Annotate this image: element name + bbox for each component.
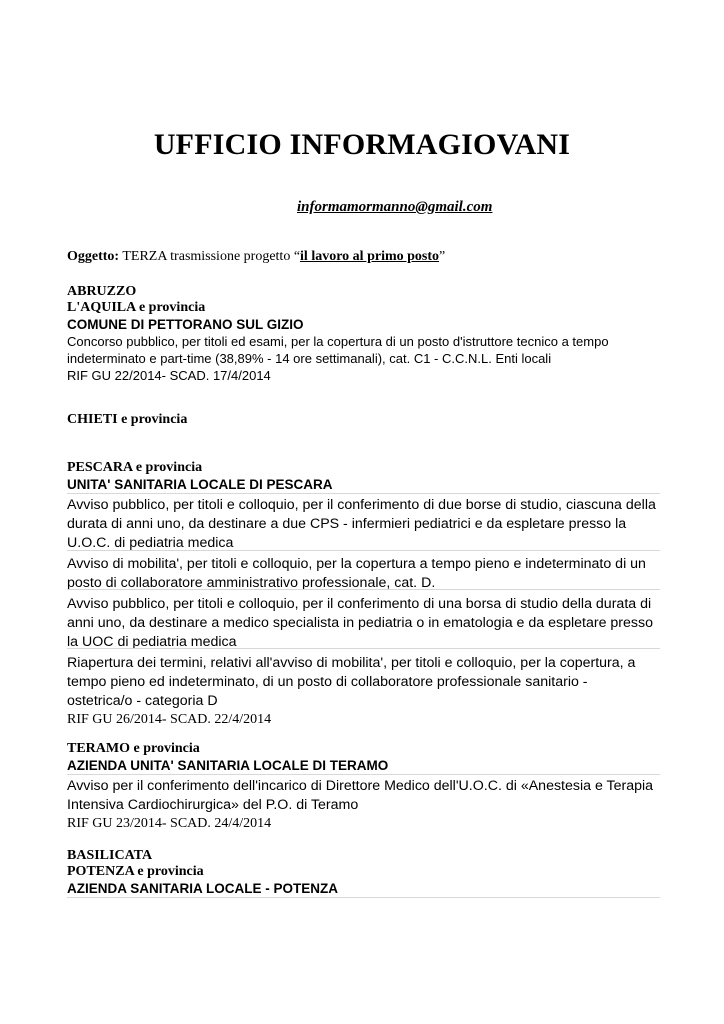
- subject-text-after: ”: [439, 249, 446, 264]
- section-pescara: [67, 460, 667, 493]
- rif-line: RIF GU 22/2014- SCAD. 17/4/2014: [67, 368, 271, 383]
- subject-line: [67, 249, 445, 265]
- region-heading: ABRUZZO: [67, 284, 137, 299]
- ad-line: Concorso pubblico, per titoli ed esami, per la copertura di un posto d'istruttore tecnico a tempo: [67, 334, 609, 349]
- ad-item: [67, 553, 667, 593]
- section-teramo: [67, 741, 667, 774]
- ad-line: indeterminato e part-time (38,89% - 14 ore settimanali), cat. C1 - C.C.N.L. Enti locali: [67, 351, 552, 366]
- ad-line: Avviso pubblico, per titoli e colloquio, per il conferimento di una borsa di studio della durata di: [67, 596, 652, 612]
- ad-line: U.O.C. di pediatria medica: [67, 535, 234, 551]
- project-name: il lavoro al primo posto: [300, 249, 440, 264]
- ad-line: durata di anni uno, da destinare a due CPS - infermieri pediatrici e da espletare presso la: [67, 516, 627, 532]
- ad-line: Avviso per il conferimento dell'incarico di Direttore Medico dell'U.O.C. di «Anestesia e Terapia: [67, 778, 654, 794]
- ad-line: Avviso pubblico, per titoli e colloquio, per il conferimento di due borse di studio, ciascuna della: [67, 497, 656, 513]
- entity-heading: AZIENDA SANITARIA LOCALE - POTENZA: [67, 881, 338, 896]
- ad-line: tempo pieno ed indeterminato, di un posto di collaboratore professionale sanitario -: [67, 674, 588, 690]
- divider: [67, 589, 660, 590]
- province-heading: POTENZA e provincia: [67, 864, 204, 879]
- ad-line: Avviso di mobilita', per titoli e colloquio, per la copertura a tempo pieno e indeterminato di un: [67, 556, 646, 572]
- ad-line: ostetrica/o - categoria D: [67, 693, 218, 709]
- page-title: UFFICIO INFORMAGIOVANI: [153, 128, 571, 161]
- ad-item: [67, 593, 667, 652]
- ad-line: Riapertura dei termini, relativi all'avviso di mobilita', per titoli e colloquio, per la copertura, a: [67, 655, 636, 671]
- section-potenza: [67, 848, 667, 897]
- ad-line: anni uno, da destinare a medico specialista in pediatria o in ematologia e da espletare presso: [67, 615, 653, 631]
- subject-text-before: TERZA trasmissione progetto “: [119, 249, 301, 264]
- province-heading: PESCARA e provincia: [67, 460, 203, 475]
- ad-line: la UOC di pediatria medica: [67, 634, 237, 650]
- province-heading: L'AQUILA e provincia: [67, 300, 206, 315]
- region-heading: BASILICATA: [67, 848, 153, 863]
- ad-item: [67, 494, 667, 553]
- ad-item: [67, 652, 667, 711]
- divider: [67, 648, 660, 649]
- divider: [67, 550, 660, 551]
- subject-label: Oggetto:: [67, 249, 120, 264]
- rif-line: RIF GU 23/2014- SCAD. 24/4/2014: [67, 816, 272, 831]
- divider: [67, 897, 660, 898]
- province-heading: CHIETI e provincia: [67, 412, 188, 427]
- entity-heading: COMUNE DI PETTORANO SUL GIZIO: [67, 317, 304, 332]
- province-heading: TERAMO e provincia: [67, 741, 200, 756]
- entity-heading: UNITA' SANITARIA LOCALE DI PESCARA: [67, 477, 333, 492]
- ad-line: Intensiva Cardiochirurgica» del P.O. di Teramo: [67, 797, 359, 813]
- rif-line: RIF GU 26/2014- SCAD. 22/4/2014: [67, 712, 272, 727]
- entity-heading: AZIENDA UNITA' SANITARIA LOCALE DI TERAMO: [67, 758, 389, 773]
- email-link[interactable]: informamormanno@gmail.com: [297, 199, 493, 215]
- ad-line: posto di collaboratore amministrativo professionale, cat. D.: [67, 575, 436, 591]
- pescara-ads: [67, 494, 667, 728]
- section-chieti: [67, 412, 667, 428]
- ad-item: [67, 775, 667, 815]
- section-laquila: [67, 284, 667, 384]
- teramo-ads: [67, 775, 667, 832]
